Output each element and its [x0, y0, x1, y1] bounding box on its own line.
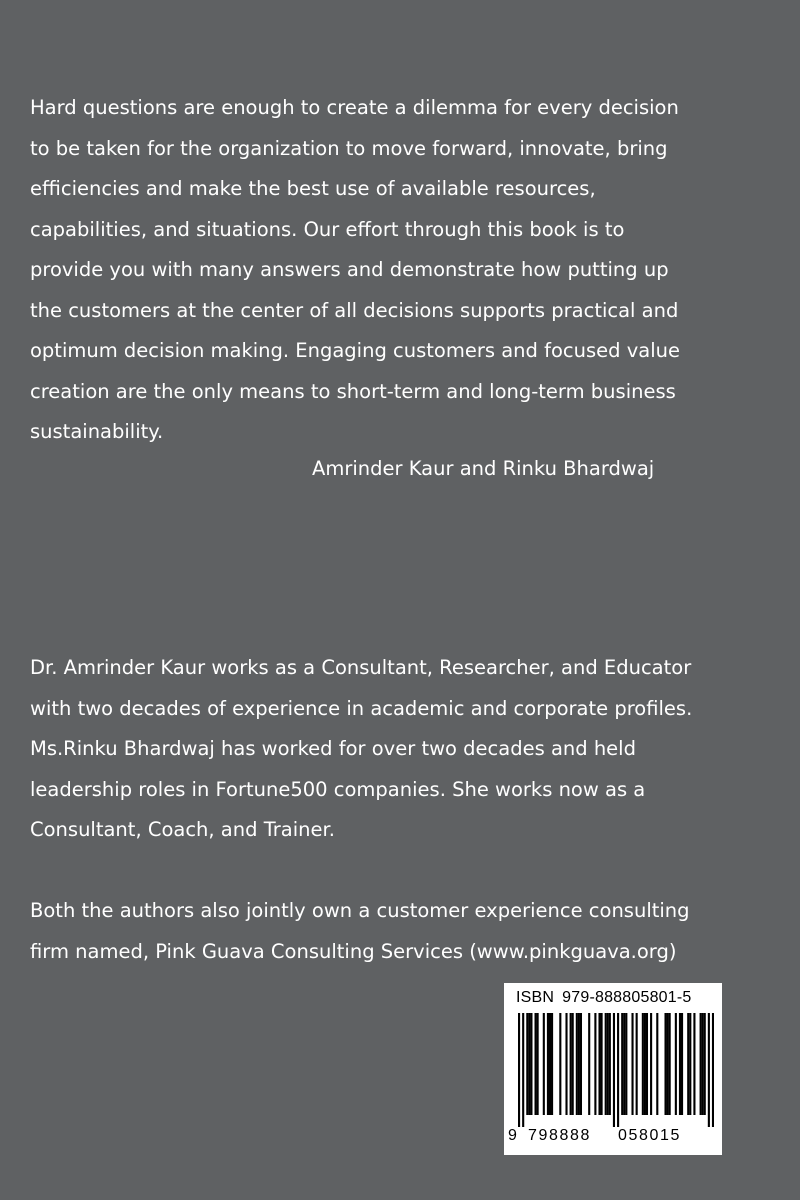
blurb-line: efficiencies and make the best use of available resources,	[30, 177, 596, 200]
author-bio-paragraph	[30, 648, 770, 851]
bio-line: leadership roles in Fortune500 companies. She works now as a	[30, 777, 646, 801]
barcode-digits	[504, 1125, 722, 1149]
barcode-bar	[580, 1013, 582, 1115]
barcode-bar	[644, 1013, 646, 1115]
author-signature: Amrinder Kaur and Rinku Bhardwaj	[312, 457, 655, 480]
barcode-bar	[609, 1013, 611, 1115]
barcode-bar	[543, 1013, 545, 1115]
barcode-bar	[664, 1013, 666, 1115]
barcode-bar	[689, 1013, 691, 1115]
barcode-bar	[712, 1013, 714, 1127]
barcode-bar	[522, 1013, 524, 1127]
barcode-bar	[549, 1013, 551, 1115]
isbn-number: 979-888805801-5	[562, 989, 692, 1006]
bio-line: Dr. Amrinder Kaur works as a Consultant, Researcher, and Educator	[30, 656, 692, 679]
blurb-line: Hard questions are enough to create a dilemma for every decision	[30, 96, 679, 119]
barcode-bar	[646, 1013, 648, 1115]
isbn-text	[516, 989, 692, 1007]
barcode-bar	[613, 1013, 615, 1127]
barcode-bar	[623, 1013, 625, 1115]
barcode-bar	[578, 1013, 580, 1115]
firm-paragraph	[30, 891, 770, 972]
barcode-bar	[559, 1013, 561, 1115]
barcode-bar	[687, 1013, 689, 1115]
barcode-bar	[605, 1013, 607, 1115]
barcode-bar	[702, 1013, 704, 1115]
barcode-bar	[547, 1013, 549, 1115]
barcode-bar	[598, 1013, 600, 1115]
barcode-bar	[693, 1013, 695, 1115]
bio-line: Consultant, Coach, and Trainer.	[30, 818, 335, 841]
barcode-bar	[535, 1013, 537, 1115]
barcode-digits-right: 058015	[618, 1127, 681, 1144]
firm-line: firm named, Pink Guava Consulting Services (www.pinkguava.org)	[30, 939, 677, 963]
blurb-line: creation are the only means to short-term and long-term business	[30, 379, 676, 403]
barcode-bar	[636, 1013, 638, 1115]
barcode-bar	[551, 1013, 553, 1115]
barcode-bar	[617, 1013, 619, 1127]
barcode-bar	[650, 1013, 652, 1115]
barcode-bar	[656, 1013, 658, 1115]
blurb-paragraph	[30, 88, 770, 453]
barcode-bar	[679, 1013, 681, 1115]
barcode-bar	[530, 1013, 532, 1115]
barcode-bar	[601, 1013, 603, 1115]
bio-line: with two decades of experience in academic and corporate profiles.	[30, 696, 693, 720]
barcode-bar	[704, 1013, 706, 1115]
barcode-bar	[565, 1013, 567, 1115]
barcode-bar	[669, 1013, 671, 1115]
blurb-line: the customers at the center of all decisions supports practical and	[30, 298, 679, 322]
barcode-digit-first: 9	[508, 1127, 517, 1144]
barcode-bar	[576, 1013, 578, 1115]
barcode-bar	[708, 1013, 710, 1127]
barcode-bar	[537, 1013, 539, 1115]
barcode-bar	[594, 1013, 596, 1115]
blurb-line: capabilities, and situations. Our effort through this book is to	[30, 217, 625, 241]
bio-line: Ms.Rinku Bhardwaj has worked for over two decades and held	[30, 737, 636, 760]
barcode-bar	[642, 1013, 644, 1115]
barcode-bar	[607, 1013, 609, 1115]
barcode-bar	[681, 1013, 683, 1115]
barcode-bar	[570, 1013, 572, 1115]
isbn-barcode	[504, 983, 722, 1155]
isbn-label: ISBN	[516, 989, 555, 1006]
barcode-bar	[631, 1013, 633, 1115]
barcode-bars	[518, 1013, 714, 1127]
barcode-bar	[528, 1013, 530, 1115]
blurb-line: to be taken for the organization to move forward, innovate, bring	[30, 136, 668, 160]
barcode-bar	[572, 1013, 574, 1115]
blurb-line: provide you with many answers and demonstrate how putting up	[30, 258, 669, 281]
barcode-bar	[526, 1013, 528, 1115]
barcode-bar	[588, 1013, 590, 1115]
firm-line: Both the authors also jointly own a customer experience consulting	[30, 899, 690, 922]
barcode-bar	[675, 1013, 677, 1115]
barcode-bar	[621, 1013, 623, 1115]
blurb-line: optimum decision making. Engaging customers and focused value	[30, 339, 680, 362]
barcode-bar	[518, 1013, 520, 1127]
barcode-bar	[667, 1013, 669, 1115]
barcode-bar	[700, 1013, 702, 1115]
barcode-digits-left: 798888	[528, 1127, 591, 1144]
barcode-bar	[625, 1013, 627, 1115]
blurb-line: sustainability.	[30, 420, 164, 443]
